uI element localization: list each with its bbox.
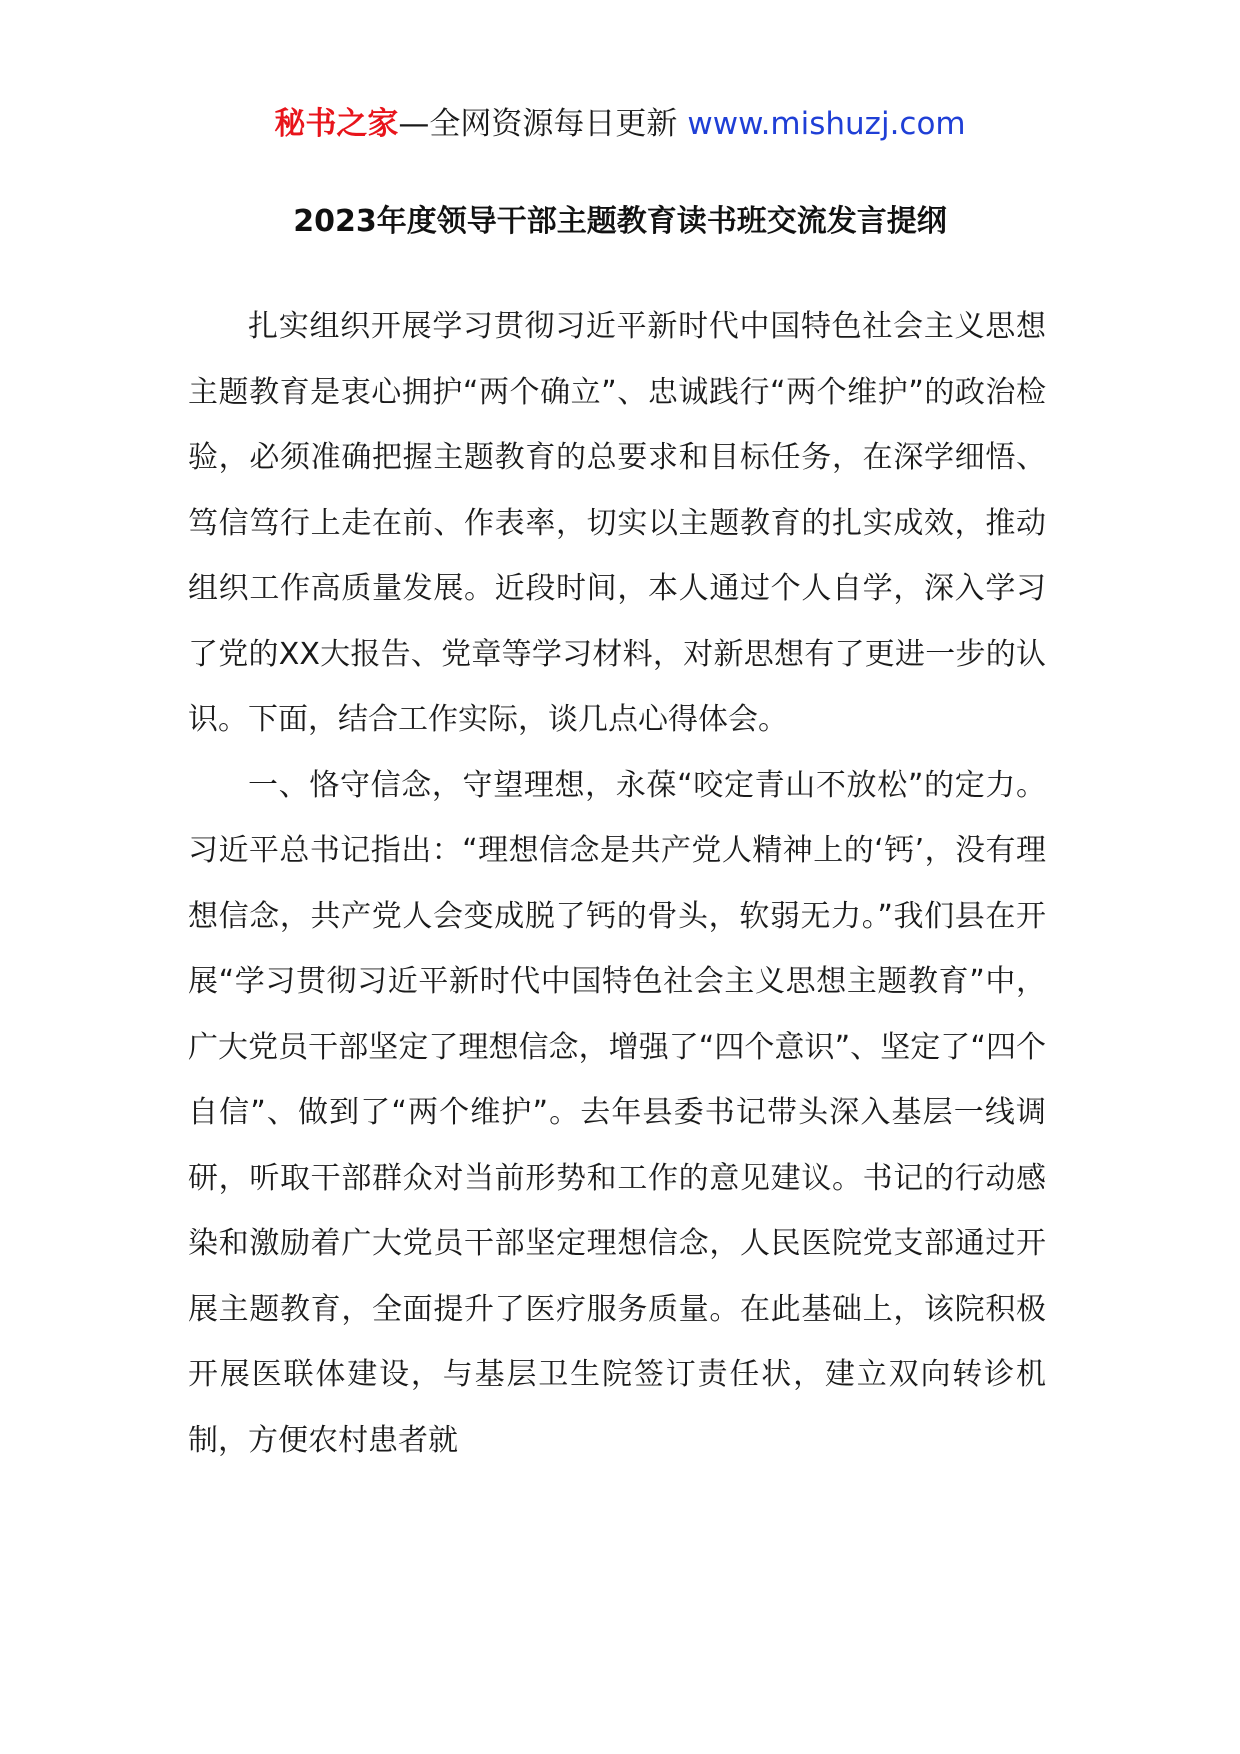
site-url[interactable]: www.mishuzj.com [687, 106, 966, 142]
document-body [188, 294, 1046, 1473]
brand-slogan: —全网资源每日更新 [398, 106, 678, 142]
paragraph-intro: 扎实组织开展学习贯彻习近平新时代中国特色社会主义思想主题教育是衷心拥护“两个确立”、忠诚践行“两个维护”的政治检验，必须准确把握主题教育的总要求和目标任务，在深学细悟、笃信笃行上走在前、作表率，切实以主题教育的扎实成效，推动组织工作高质量发展。近段时间，本人通过个人自学，深入学习了党的XX大报告、党章等学习材料，对新思想有了更进一步的认识。下面，结合工作实际，谈几点心得体会。 [188, 309, 1046, 737]
paragraph-section-one: 一、恪守信念，守望理想，永葆“咬定青山不放松”的定力。习近平总书记指出：“理想信念是共产党人精神上的‘钙’，没有理想信念，共产党人会变成脱了钙的骨头，软弱无力。”我们县在开展“学习贯彻习近平新时代中国特色社会主义思想主题教育”中，广大党员干部坚定了理想信念，增强了“四个意识”、坚定了“四个自信”、做到了“两个维护”。去年县委书记带头深入基层一线调研，听取干部群众对当前形势和工作的意见建议。书记的行动感染和激励着广大党员干部坚定理想信念，人民医院党支部通过开展主题教育，全面提升了医疗服务质量。在此基础上，该院积极开展医联体建设，与基层卫生院签订责任状，建立双向转诊机制，方便农村患者就 [188, 767, 1046, 1458]
document-title: 2023年度领导干部主题教育读书班交流发言提纲 [293, 204, 947, 239]
brand-name: 秘书之家 [274, 106, 399, 142]
site-banner [0, 104, 1240, 144]
